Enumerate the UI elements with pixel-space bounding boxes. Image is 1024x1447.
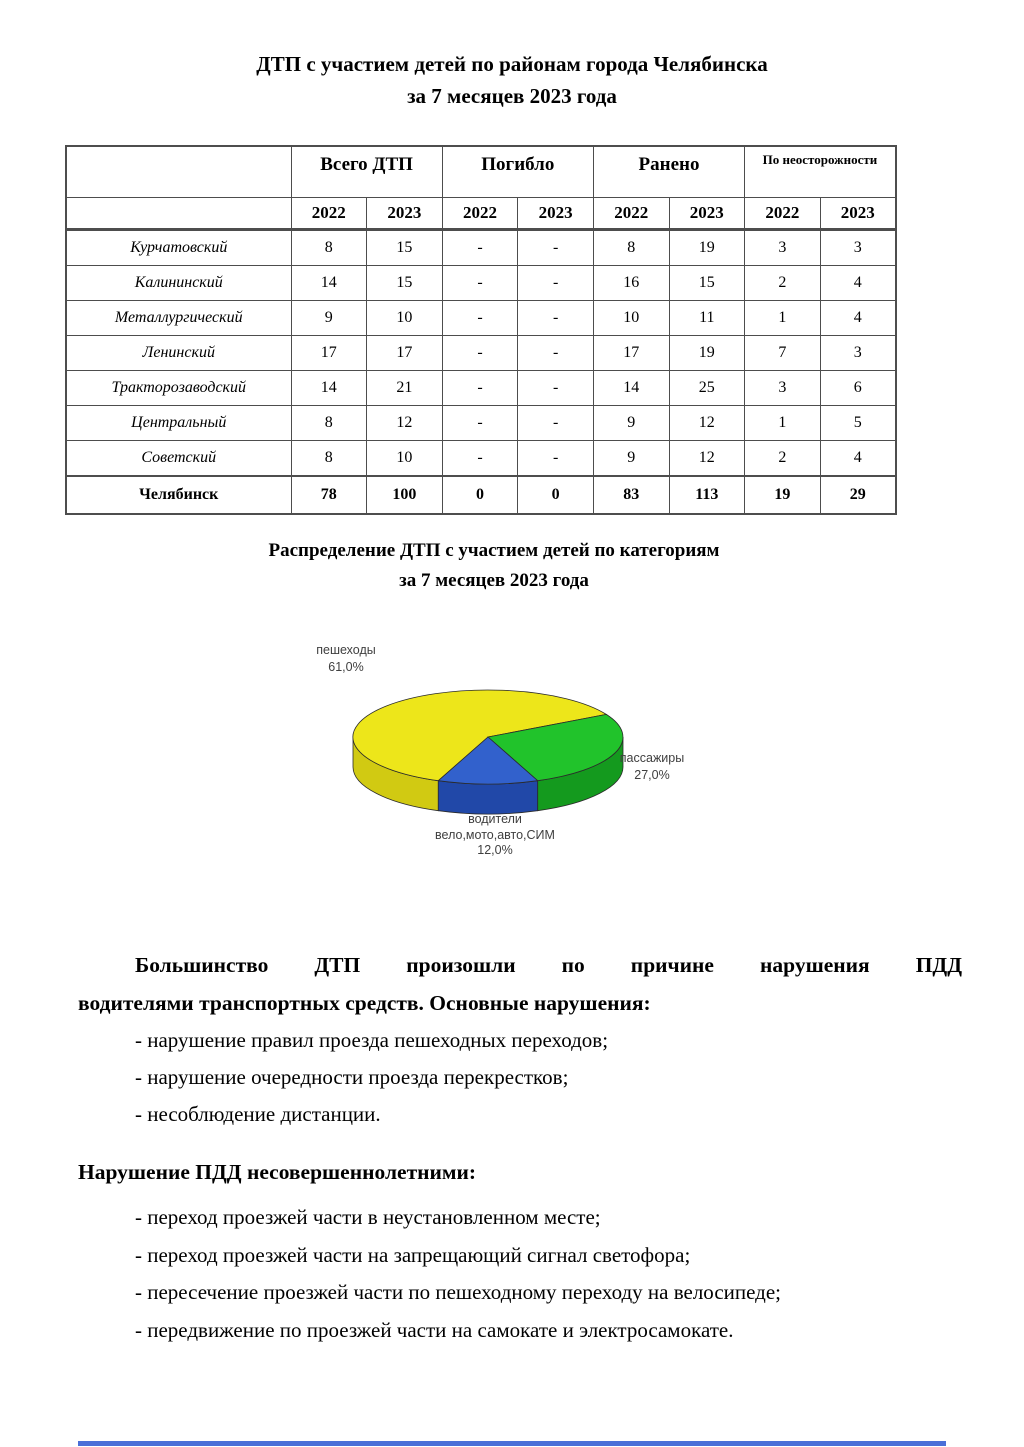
list-item: - переход проезжей части на запрещающий сигнал светофора; <box>135 1242 691 1267</box>
table-row <box>66 230 896 266</box>
total-cell: 19 <box>745 476 821 514</box>
list-item: - пересечение проезжей части по пешеходному переходу на велосипеде; <box>135 1280 782 1304</box>
cell: 8 <box>593 230 669 266</box>
cell: 7 <box>745 336 821 371</box>
cell: - <box>518 301 594 336</box>
table-row <box>66 266 896 301</box>
list-item: - передвижение по проезжей части на самокате и электросамокате. <box>135 1317 734 1342</box>
list-item: - переход проезжей части в неустановленном месте; <box>135 1205 601 1229</box>
group-header-injured: Ранено <box>593 146 744 198</box>
total-cell: 29 <box>820 476 896 514</box>
district-name: Курчатовский <box>66 230 291 266</box>
list-item: - нарушение правил проезда пешеходных переходов; <box>135 1028 609 1052</box>
cell: 3 <box>745 230 821 266</box>
year-header: 2023 <box>367 198 443 230</box>
table-row <box>66 406 896 441</box>
district-name: Металлургический <box>66 301 291 336</box>
cell: 17 <box>367 336 443 371</box>
cell: 12 <box>669 441 745 477</box>
cell: 9 <box>291 301 367 336</box>
intro-paragraph <box>78 946 962 1022</box>
cell: 15 <box>669 266 745 301</box>
year-header: 2023 <box>518 198 594 230</box>
pie-label-passengers <box>592 750 712 783</box>
cell: - <box>442 406 518 441</box>
cell: 10 <box>593 301 669 336</box>
bottom-divider <box>78 1441 946 1446</box>
cell: 1 <box>745 301 821 336</box>
cell: 3 <box>820 336 896 371</box>
district-name: Ленинский <box>66 336 291 371</box>
table-row <box>66 441 896 477</box>
cell: 3 <box>745 371 821 406</box>
table-year-header-row <box>66 198 896 230</box>
intro-line2: водителями транспортных средств. Основные нарушения: <box>78 991 651 1015</box>
cell: 14 <box>593 371 669 406</box>
minors-violations-list <box>135 1199 995 1349</box>
cell: 8 <box>291 406 367 441</box>
total-label: Челябинск <box>66 476 291 514</box>
pie-label-value: 27,0% <box>634 767 670 782</box>
cell: 15 <box>367 266 443 301</box>
cell: - <box>442 336 518 371</box>
cell: 17 <box>291 336 367 371</box>
pie-label-pedestrians <box>286 642 406 675</box>
main-violations-list <box>135 1022 965 1133</box>
pie-rim-blue <box>438 781 537 814</box>
cell: 3 <box>820 230 896 266</box>
cell: 2 <box>745 266 821 301</box>
cell: - <box>518 406 594 441</box>
cell: 8 <box>291 230 367 266</box>
pie-label-drivers <box>395 812 595 859</box>
table-row <box>66 336 896 371</box>
cell: 11 <box>669 301 745 336</box>
district-name: Калининский <box>66 266 291 301</box>
minors-violations-heading: Нарушение ПДД несовершеннолетними: <box>78 1160 477 1184</box>
year-header: 2022 <box>291 198 367 230</box>
cell: 4 <box>820 266 896 301</box>
table-group-header-row <box>66 146 896 198</box>
year-header: 2023 <box>669 198 745 230</box>
total-cell: 78 <box>291 476 367 514</box>
group-header-negligence: По неосторожности <box>745 146 896 198</box>
cell: 14 <box>291 266 367 301</box>
corner-cell <box>66 146 291 198</box>
year-header: 2022 <box>593 198 669 230</box>
cell: - <box>518 371 594 406</box>
cell: 12 <box>669 406 745 441</box>
year-header: 2023 <box>820 198 896 230</box>
pie-label-text: водители <box>468 812 522 826</box>
document-title-line1: ДТП с участием детей по районам города Челябинска <box>256 52 768 76</box>
cell: - <box>518 441 594 477</box>
year-header-empty <box>66 198 291 230</box>
cell: 6 <box>820 371 896 406</box>
cell: 19 <box>669 336 745 371</box>
chart-title-line2: за 7 месяцев 2023 года <box>399 570 589 591</box>
chart-title-line1: Распределение ДТП с участием детей по категориям <box>268 540 720 561</box>
total-cell: 113 <box>669 476 745 514</box>
group-header-total: Всего ДТП <box>291 146 442 198</box>
total-cell: 83 <box>593 476 669 514</box>
cell: 10 <box>367 441 443 477</box>
table-row <box>66 371 896 406</box>
cell: - <box>518 230 594 266</box>
cell: 17 <box>593 336 669 371</box>
cell: 19 <box>669 230 745 266</box>
accidents-table-wrapper <box>65 145 897 515</box>
pie-label-text: пешеходы <box>316 643 376 657</box>
table-row <box>66 301 896 336</box>
cell: 15 <box>367 230 443 266</box>
chart-title <box>0 536 988 596</box>
accidents-by-district-table <box>65 145 897 515</box>
district-name: Советский <box>66 441 291 477</box>
list-item: - несоблюдение дистанции. <box>135 1102 381 1126</box>
cell: 5 <box>820 406 896 441</box>
cell: - <box>442 230 518 266</box>
intro-line1: Большинство ДТП произошли по причине нарушения ПДД <box>135 953 962 977</box>
cell: 4 <box>820 441 896 477</box>
cell: 9 <box>593 406 669 441</box>
cell: - <box>442 301 518 336</box>
total-cell: 100 <box>367 476 443 514</box>
document-title-line2: за 7 месяцев 2023 года <box>407 84 617 108</box>
cell: - <box>442 266 518 301</box>
pie-label-text: вело,мото,авто,СИМ <box>435 827 555 842</box>
document-title <box>0 48 1024 112</box>
cell: - <box>518 266 594 301</box>
total-cell: 0 <box>518 476 594 514</box>
cell: - <box>442 441 518 477</box>
cell: 1 <box>745 406 821 441</box>
cell: - <box>442 371 518 406</box>
pie-label-text: пассажиры <box>619 751 685 765</box>
cell: 2 <box>745 441 821 477</box>
year-header: 2022 <box>745 198 821 230</box>
cell: - <box>518 336 594 371</box>
cell: 16 <box>593 266 669 301</box>
table-total-row <box>66 476 896 514</box>
cell: 25 <box>669 371 745 406</box>
cell: 12 <box>367 406 443 441</box>
cell: 21 <box>367 371 443 406</box>
year-header: 2022 <box>442 198 518 230</box>
cell: 4 <box>820 301 896 336</box>
cell: 8 <box>291 441 367 477</box>
cell: 14 <box>291 371 367 406</box>
group-header-died: Погибло <box>442 146 593 198</box>
district-name: Центральный <box>66 406 291 441</box>
cell: 9 <box>593 441 669 477</box>
district-name: Тракторозаводский <box>66 371 291 406</box>
total-cell: 0 <box>442 476 518 514</box>
list-item: - нарушение очередности проезда перекрестков; <box>135 1065 569 1089</box>
cell: 10 <box>367 301 443 336</box>
pie-label-value: 12,0% <box>477 843 513 857</box>
pie-label-value: 61,0% <box>328 659 364 674</box>
